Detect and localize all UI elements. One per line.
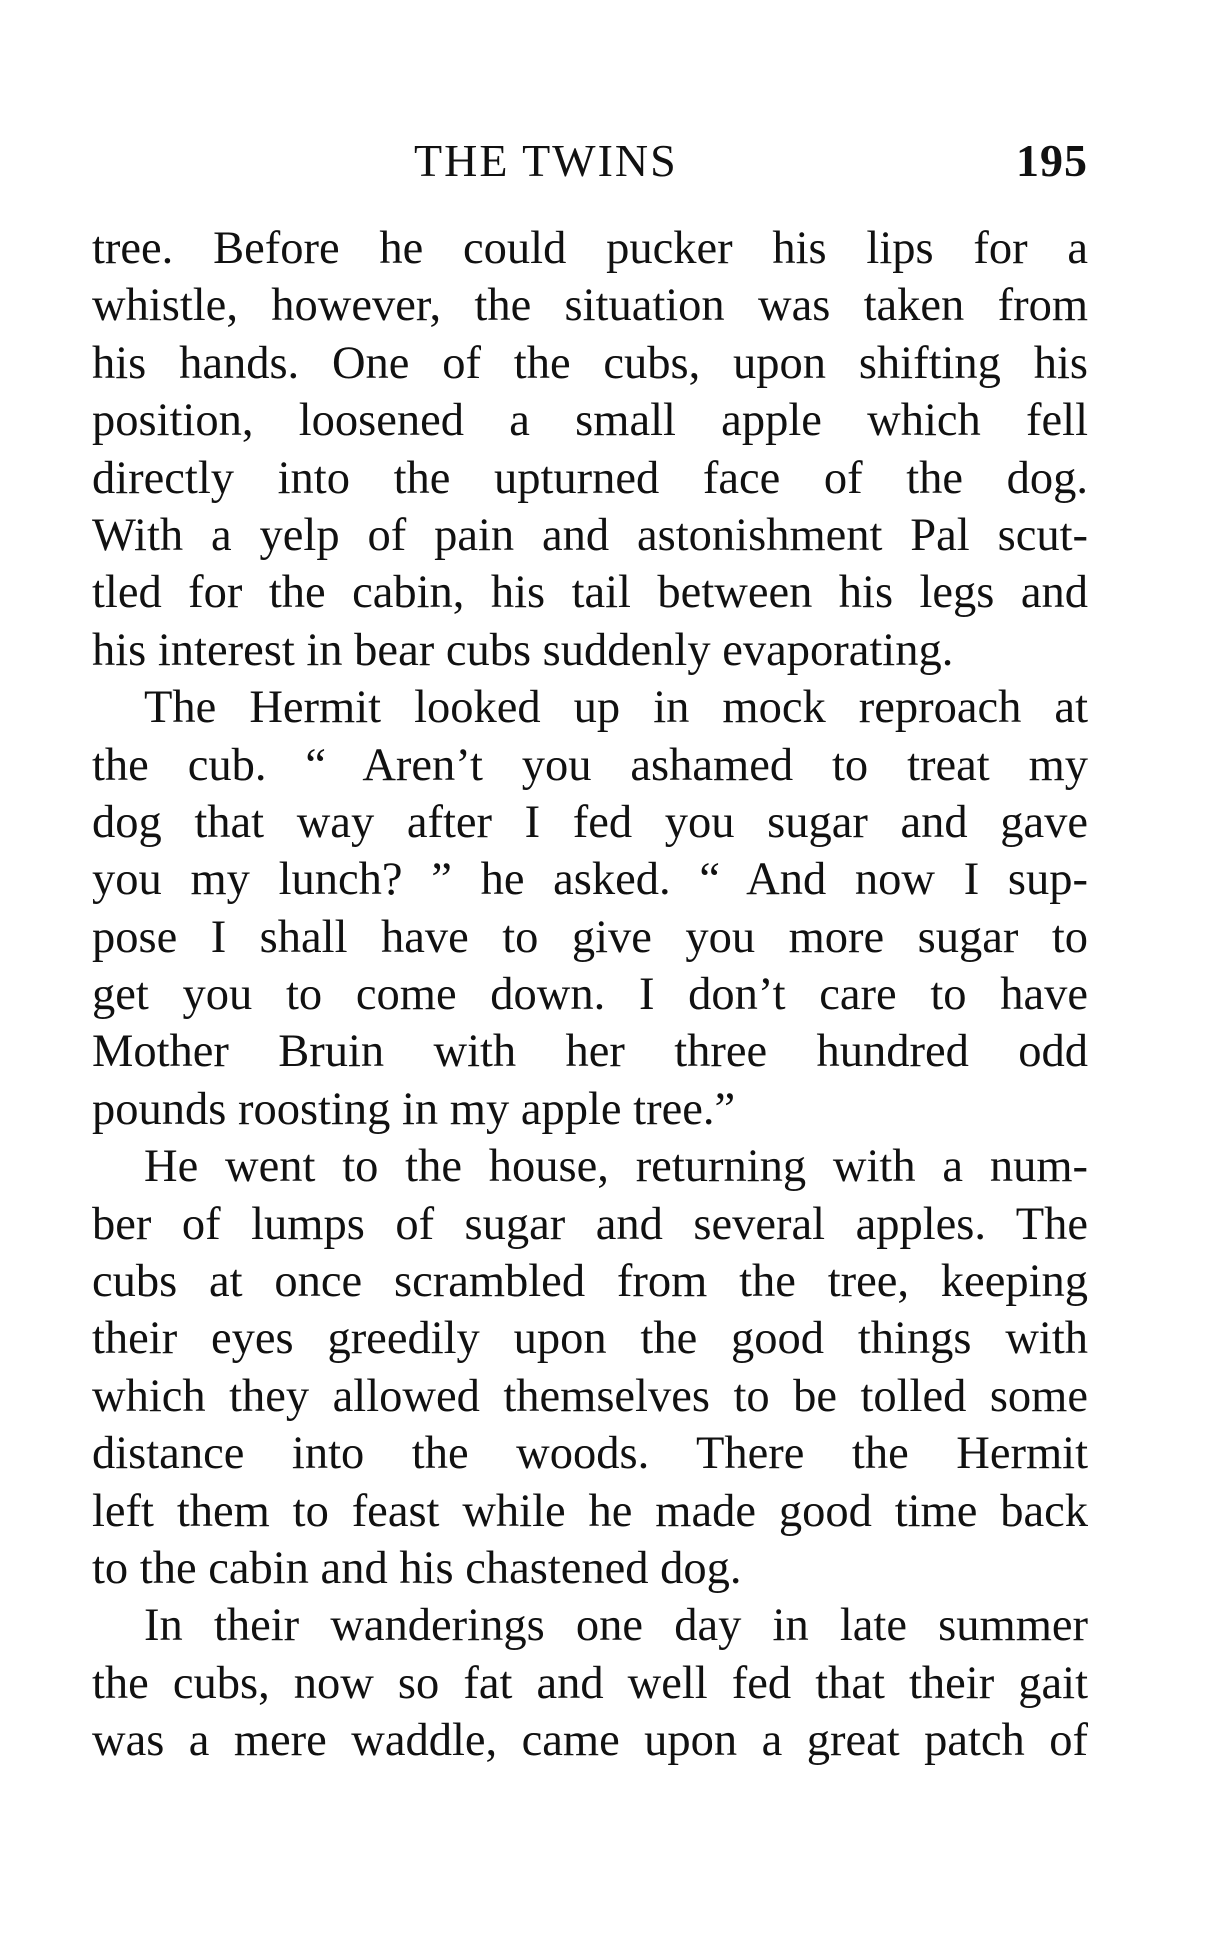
text-line: get you to come down. I don’t care to have [92, 969, 1088, 1021]
text-line: ber of lumps of sugar and several apples. The [92, 1198, 1088, 1250]
text-line: distance into the woods. There the Hermit [92, 1428, 1088, 1480]
text-line: In their wanderings one day in late summer [144, 1600, 1088, 1652]
text-line: left them to feast while he made good time back [92, 1485, 1088, 1537]
running-title: THE TWINS [414, 135, 678, 186]
text-line: his hands. One of the cubs, upon shifting his [92, 337, 1088, 389]
text-line: you my lunch? ” he asked. “ And now I sup- [92, 854, 1088, 906]
text-line: whistle, however, the situation was taken from [92, 280, 1088, 332]
text-line: tree. Before he could pucker his lips for a [92, 223, 1088, 274]
text-line: He went to the house, returning with a num- [144, 1141, 1088, 1193]
text-line: directly into the upturned face of the dog. [92, 452, 1088, 504]
text-line: pounds roosting in my apple tree.” [92, 1083, 736, 1135]
body-text [92, 220, 1088, 1770]
text-line: dog that way after I fed you sugar and gave [92, 796, 1088, 848]
text-line: his interest in bear cubs suddenly evaporating. [92, 624, 954, 676]
text-line: The Hermit looked up in mock reproach at [144, 682, 1088, 734]
text-line: was a mere waddle, came upon a great patch of [92, 1715, 1088, 1767]
text-line: With a yelp of pain and astonishment Pal scut- [92, 509, 1088, 561]
text-line: Mother Bruin with her three hundred odd [92, 1026, 1088, 1078]
text-line: cubs at once scrambled from the tree, keeping [92, 1256, 1088, 1308]
text-line: the cub. “ Aren’t you ashamed to treat my [92, 739, 1088, 791]
page-number: 195 [1016, 135, 1088, 186]
text-line: position, loosened a small apple which fell [92, 395, 1088, 447]
text-line: tled for the cabin, his tail between his legs and [92, 567, 1088, 619]
text-line: to the cabin and his chastened dog. [92, 1542, 742, 1594]
running-head [92, 134, 1088, 190]
text-line: which they allowed themselves to be tolled some [92, 1370, 1088, 1422]
text-line: the cubs, now so fat and well fed that their gait [92, 1657, 1088, 1709]
text-line: pose I shall have to give you more sugar to [92, 911, 1088, 963]
text-line: their eyes greedily upon the good things with [92, 1313, 1088, 1365]
